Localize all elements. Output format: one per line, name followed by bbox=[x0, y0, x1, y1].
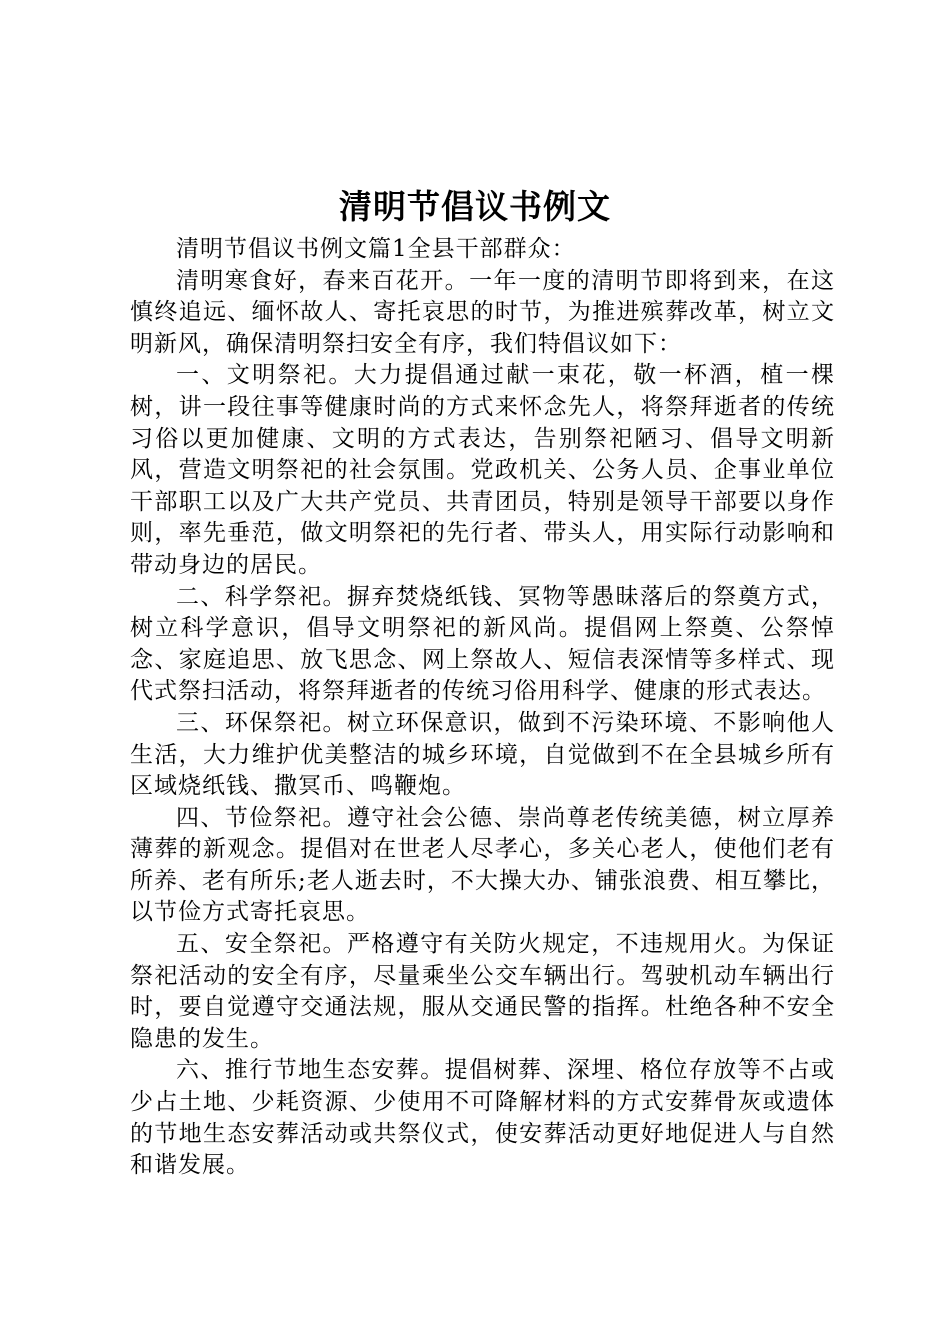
paragraph-item-1: 一、文明祭祀。大力提倡通过献一束花，敬一杯酒，植一棵树，讲一段往事等健康时尚的方式来怀念先人，将祭拜逝者的传统习俗以更加健康、文明的方式表达，告别祭祀陋习、倡导文明新风，营造文明祭祀的社会氛围。党政机关、公务人员、企事业单位干部职工以及广大共产党员、共青团员，特别是领导干部要以身作则，率先垂范，做文明祭祀的先行者、带头人，用实际行动影响和带动身边的居民。 bbox=[130, 362, 835, 578]
document-title: 清明节倡议书例文 bbox=[339, 187, 611, 226]
paragraph-item-4: 四、节俭祭祀。遵守社会公德、崇尚尊老传统美德，树立厚养薄葬的新观念。提倡对在世老人尽孝心，多关心老人，使他们老有所养、老有所乐;老人逝去时，不大操大办、铺张浪费、相互攀比，以节俭方式寄托哀思。 bbox=[130, 804, 835, 926]
paragraph-item-5: 五、安全祭祀。严格遵守有关防火规定，不违规用火。为保证祭祀活动的安全有序，尽量乘坐公交车辆出行。驾驶机动车辆出行时，要自觉遵守交通法规，服从交通民警的指挥。杜绝各种不安全隐患的发生。 bbox=[130, 931, 835, 1052]
paragraph-item-3: 三、环保祭祀。树立环保意识，做到不污染环境、不影响他人生活，大力维护优美整洁的城乡环境，自觉做到不在全县城乡所有区域烧纸钱、撒冥币、鸣鞭炮。 bbox=[130, 709, 835, 800]
paragraph-intro: 清明寒食好，春来百花开。一年一度的清明节即将到来，在这慎终追远、缅怀故人、寄托哀思的时节，为推进殡葬改革，树立文明新风，确保清明祭扫安全有序，我们特倡议如下： bbox=[130, 267, 835, 357]
paragraph-item-6: 六、推行节地生态安葬。提倡树葬、深埋、格位存放等不占或少占土地、少耗资源、少使用不可降解材料的方式安葬骨灰或遗体的节地生态安葬活动或共祭仪式，使安葬活动更好地促进人与自然和谐发展。 bbox=[130, 1057, 835, 1179]
paragraph-item-2: 二、科学祭祀。摒弃焚烧纸钱、冥物等愚昧落后的祭奠方式，树立科学意识，倡导文明祭祀的新风尚。提倡网上祭奠、公祭悼念、家庭追思、放飞思念、网上祭故人、短信表深情等多样式、现代式祭扫活动，将祭拜逝者的传统习俗用科学、健康的形式表达。 bbox=[130, 583, 835, 705]
document-body bbox=[130, 234, 835, 1182]
paragraph-salutation: 清明节倡议书例文篇1全县干部群众： bbox=[176, 236, 576, 262]
